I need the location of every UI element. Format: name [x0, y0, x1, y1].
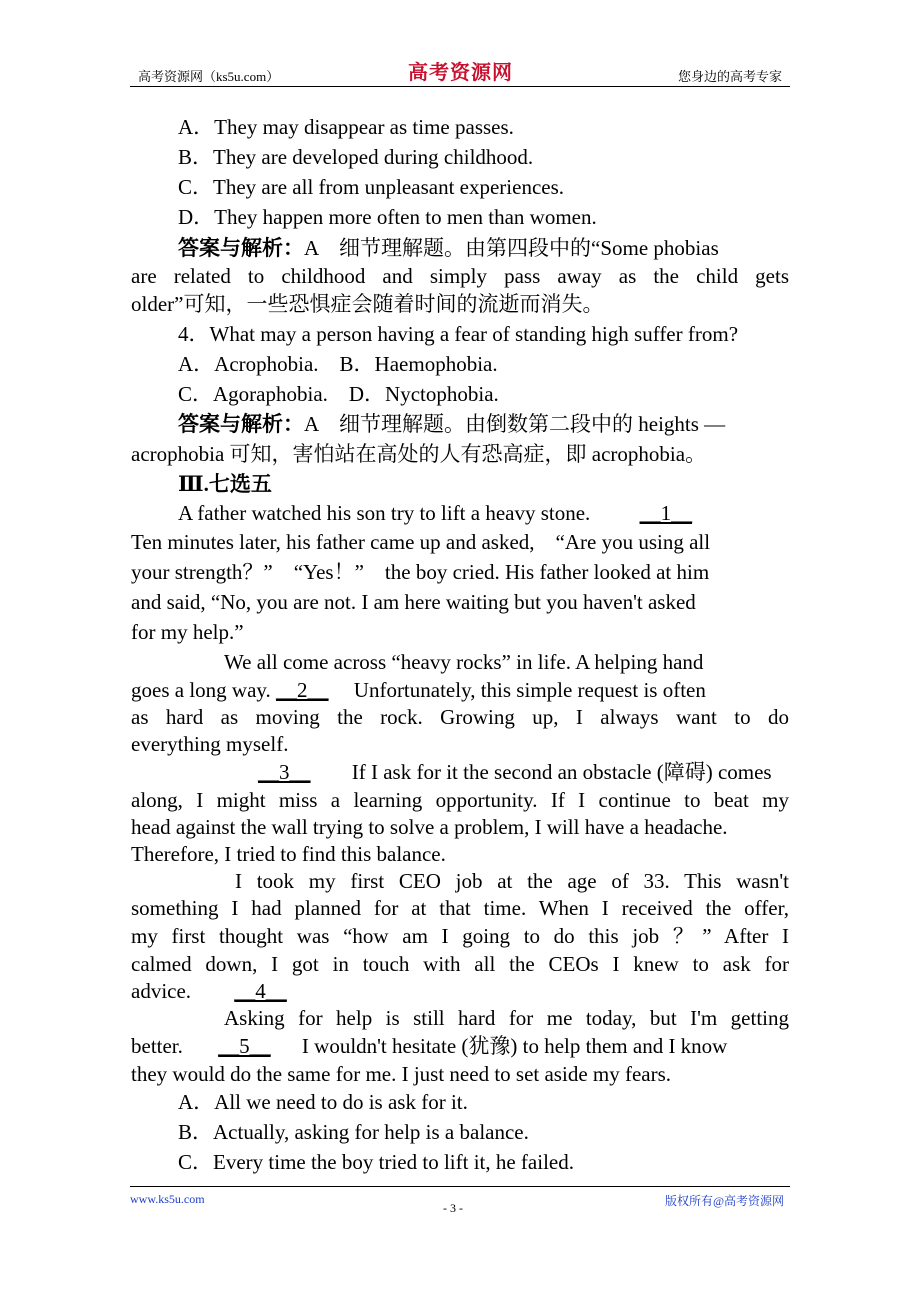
passage-line: Asking for help is still hard for me today, but I'm getting: [224, 1006, 789, 1030]
option-line: C．Every time the boy tried to lift it, he failed.: [178, 1150, 574, 1174]
passage-line: [131, 1032, 789, 1060]
passage-text: advice.: [131, 979, 192, 1003]
answer-label: 答案与解析：: [178, 412, 304, 436]
option-line: C．Agoraphobia. D．Nyctophobia.: [178, 382, 499, 406]
footer-copyright: 版权所有@高考资源网: [664, 1194, 784, 1208]
passage-text: better.: [131, 1034, 183, 1058]
answer-line: [178, 410, 789, 438]
blank-3: __3__: [258, 760, 311, 784]
question-line: 4．What may a person having a fear of standing high suffer from?: [178, 322, 739, 346]
footer-link[interactable]: www.ks5u.com: [130, 1192, 205, 1206]
passage-line: for my help.”: [131, 620, 244, 644]
answer-label: 答案与解析：: [178, 236, 304, 260]
option-line: B．They are developed during childhood.: [178, 145, 534, 169]
answer-text: A 细节理解题。由第四段中的“Some phobias: [304, 236, 719, 260]
page-header: [130, 56, 790, 87]
blank-5: __5__: [218, 1034, 271, 1058]
passage-text: If I ask for it the second an obstacle (障碍) comes: [351, 760, 772, 784]
option-line: A．All we need to do is ask for it.: [178, 1090, 468, 1114]
answer-line: [178, 234, 789, 262]
passage-line: my first thought was “how am I going to do this job ？” After I: [131, 924, 789, 948]
option-line: B．Actually, asking for help is a balance.: [178, 1120, 529, 1144]
passage-line: everything myself.: [131, 732, 289, 756]
header-slogan: 您身边的高考专家: [677, 69, 782, 84]
header-site-name: 高考资源网（ks5u.com）: [138, 69, 280, 84]
passage-line: along, I might miss a learning opportunity. If I continue to beat my: [131, 788, 789, 812]
passage-text: A father watched his son try to lift a heavy stone.: [178, 501, 591, 525]
page-footer: [130, 1186, 790, 1217]
passage-line: [131, 676, 789, 704]
option-line: C．They are all from unpleasant experiences.: [178, 175, 565, 199]
section-title: Ⅲ.七选五: [178, 472, 272, 496]
passage-text: goes a long way.: [131, 678, 271, 702]
passage-line: head against the wall trying to solve a problem, I will have a headache.: [131, 815, 728, 839]
passage-line: and said, “No, you are not. I am here waiting but you haven't asked: [131, 590, 696, 614]
passage-line: [258, 758, 858, 786]
text-line: are related to childhood and simply pass away as the child gets: [131, 264, 789, 288]
option-line: D．They happen more often to men than women.: [178, 205, 597, 229]
answer-text: A 细节理解题。由倒数第二段中的 heights —: [304, 412, 726, 436]
page-number: - 3 -: [443, 1201, 463, 1215]
passage-line: Ten minutes later, his father came up and asked, “Are you using all: [131, 530, 711, 554]
passage-line: Therefore, I tried to find this balance.: [131, 842, 446, 866]
passage-line: something I had planned for at that time. When I received the offer,: [131, 896, 789, 920]
blank-4: __4__: [234, 979, 287, 1003]
passage-line: your strength？” “Yes！” the boy cried. His father looked at him: [131, 560, 710, 584]
passage-line: We all come across “heavy rocks” in life. A helping hand: [224, 650, 704, 674]
passage-text: Unfortunately, this simple request is often: [353, 678, 706, 702]
blank-1: __1__: [639, 501, 693, 525]
header-logo: 高考资源网: [408, 62, 513, 84]
passage-line: they would do the same for me. I just need to set aside my fears.: [131, 1062, 672, 1086]
blank-2: __2__: [276, 678, 329, 702]
passage-line: as hard as moving the rock. Growing up, I always want to do: [131, 705, 789, 729]
passage-line: calmed down, I got in touch with all the CEOs I knew to ask for: [131, 952, 789, 976]
text-line: older”可知，一些恐惧症会随着时间的流逝而消失。: [131, 292, 604, 316]
passage-line: [178, 499, 789, 527]
passage-line: [131, 977, 789, 1005]
option-line: A．Acrophobia. B．Haemophobia.: [178, 352, 498, 376]
passage-text: I wouldn't hesitate (犹豫) to help them and I know: [301, 1034, 728, 1058]
option-line: A．They may disappear as time passes.: [178, 115, 514, 139]
passage-line: I took my first CEO job at the age of 33. This wasn't: [235, 869, 789, 893]
text-line: acrophobia 可知，害怕站在高处的人有恐高症，即 acrophobia。: [131, 442, 707, 466]
